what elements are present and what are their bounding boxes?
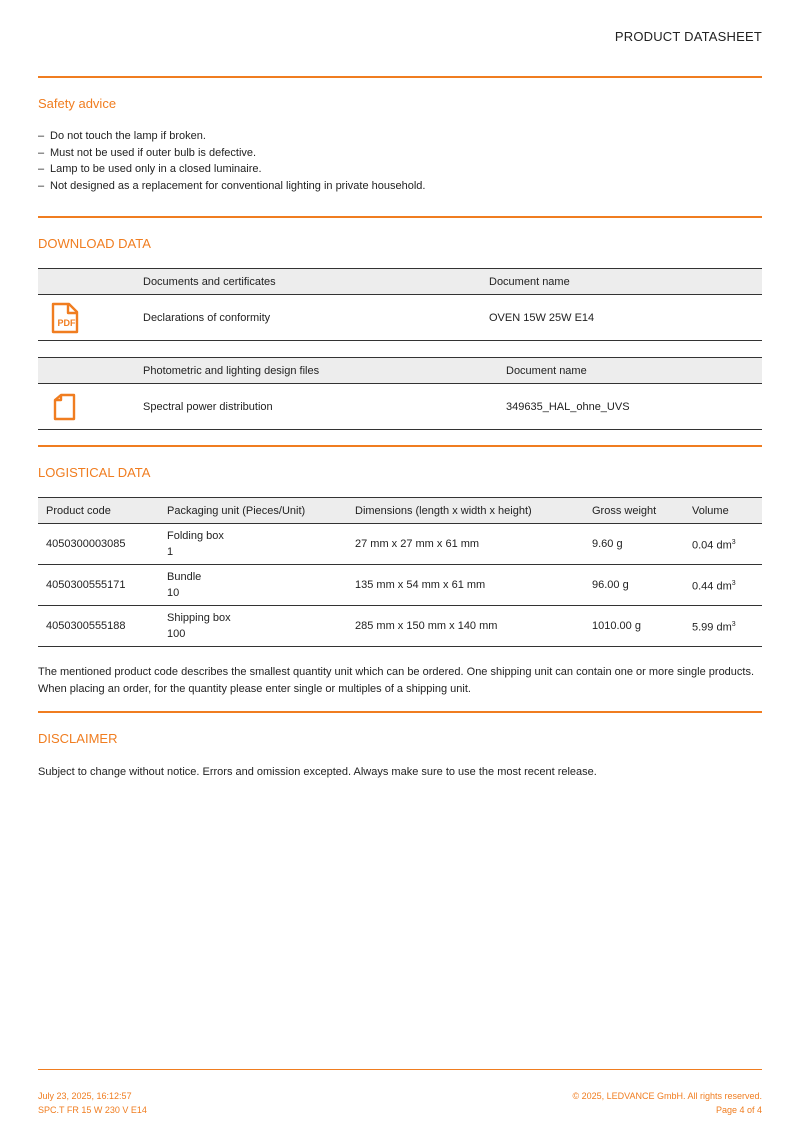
table-row <box>38 524 762 565</box>
footer-product: SPC.T FR 15 W 230 V E14 <box>38 1105 147 1115</box>
footer-divider <box>38 1069 762 1070</box>
safety-advice-title: Safety advice <box>38 96 117 111</box>
disclaimer-title: DISCLAIMER <box>38 731 118 746</box>
table-row[interactable] <box>38 295 762 341</box>
header-divider <box>38 76 762 78</box>
safety-advice-list <box>38 128 425 194</box>
table-row[interactable] <box>38 384 762 430</box>
table-row <box>38 606 762 647</box>
list-item: – Do not touch the lamp if broken. <box>38 130 206 142</box>
document-category: Declarations of conformity <box>143 295 489 341</box>
column-header: Document name <box>506 358 762 384</box>
volume: 0.44 $dm^3$ <box>684 565 762 606</box>
list-item: – Lamp to be used only in a closed luminaire. <box>38 163 262 175</box>
gross-weight: 1010.00 g <box>584 606 684 647</box>
list-item: – Not designed as a replacement for conventional lighting in private household. <box>38 179 426 192</box>
volume: 0.04 $dm^3$ <box>684 524 762 565</box>
logistical-data-title: LOGISTICAL DATA <box>38 465 151 480</box>
documents-table <box>38 268 762 341</box>
download-data-title: DOWNLOAD DATA <box>38 236 151 251</box>
document-type-title: PRODUCT DATASHEET <box>614 29 762 44</box>
dimensions: 27 mm x 27 mm x 61 mm <box>347 524 584 565</box>
photometric-table <box>38 357 762 430</box>
column-header: Dimensions (length x width x height) <box>347 498 584 524</box>
dimensions: 135 mm x 54 mm x 61 mm <box>347 565 584 606</box>
section-divider <box>38 711 762 713</box>
document-name-link[interactable]: 349635_HAL_ohne_UVS <box>506 384 762 430</box>
document-name-link[interactable]: OVEN 15W 25W E14 <box>489 295 762 341</box>
packaging-unit: Shipping box 100 <box>159 606 347 647</box>
footer-timestamp: July 23, 2025, 16:12:57 <box>38 1091 132 1101</box>
product-code: 4050300003085 <box>38 524 159 565</box>
column-header: Document name <box>489 269 762 295</box>
footer-right <box>572 1089 762 1117</box>
section-divider <box>38 445 762 447</box>
product-code: 4050300555188 <box>38 606 159 647</box>
footer-left <box>38 1089 147 1117</box>
list-item: – Must not be used if outer bulb is defective. <box>38 146 257 159</box>
disclaimer-text: Subject to change without notice. Errors and omission excepted. Always make sure to use the most recent release. <box>38 766 597 778</box>
column-header: Photometric and lighting design files <box>143 358 506 384</box>
footer-copyright: © 2025, LEDVANCE GmbH. All rights reserved. <box>572 1091 762 1101</box>
gross-weight: 96.00 g <box>584 565 684 606</box>
file-icon[interactable] <box>53 393 77 424</box>
column-header: Packaging unit (Pieces/Unit) <box>159 498 347 524</box>
column-header: Volume <box>684 498 762 524</box>
section-divider <box>38 216 762 218</box>
gross-weight: 9.60 g <box>584 524 684 565</box>
column-header: Gross weight <box>584 498 684 524</box>
packaging-unit: Folding box 1 <box>159 524 347 565</box>
product-code: 4050300555171 <box>38 565 159 606</box>
packaging-unit: Bundle 10 <box>159 565 347 606</box>
logistical-note: The mentioned product code describes the smallest quantity unit which can be ordered. One shipping unit can contain one or more single products. When placing an order, for the quantity please enter single or multiples of a shipping unit. <box>38 666 755 695</box>
table-row <box>38 565 762 606</box>
column-header: Documents and certificates <box>143 269 489 295</box>
svg-text:PDF: PDF <box>57 318 76 328</box>
pdf-file-icon[interactable] <box>50 302 80 337</box>
footer-page-number: Page 4 of 4 <box>715 1105 762 1115</box>
column-header: Product code <box>38 498 159 524</box>
volume: 5.99 $dm^3$ <box>684 606 762 647</box>
document-category: Spectral power distribution <box>143 384 506 430</box>
dimensions: 285 mm x 150 mm x 140 mm <box>347 606 584 647</box>
logistical-table <box>38 497 762 647</box>
